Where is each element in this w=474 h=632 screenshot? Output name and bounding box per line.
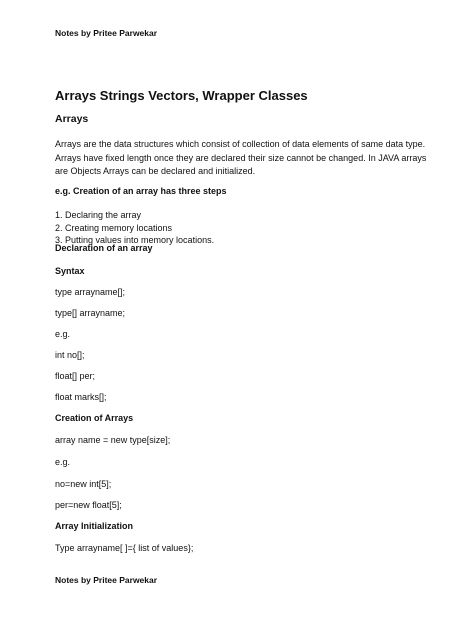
- list-item: 3. Putting values into memory locations.: [55, 235, 215, 245]
- code-line: Type arrayname[ ]={ list of values};: [55, 543, 194, 553]
- declaration-heading: Declaration of an array: [55, 243, 153, 253]
- code-line: float[] per;: [55, 371, 96, 381]
- page-title: Arrays Strings Vectors, Wrapper Classes: [55, 88, 308, 103]
- steps-heading: e.g. Creation of an array has three steps: [55, 186, 227, 196]
- code-line: array name = new type[size];: [55, 435, 171, 445]
- intro-line: Arrays have fixed length once they are declared their size cannot be changed. In JAVA arrays: [55, 152, 427, 163]
- intro-paragraph: [55, 138, 426, 179]
- init-heading: Array Initialization: [55, 521, 134, 531]
- code-line: int no[];: [55, 350, 85, 360]
- code-line: type arrayname[];: [55, 287, 126, 297]
- code-line: type[] arrayname;: [55, 308, 126, 318]
- code-line: float marks[];: [55, 392, 107, 402]
- creation-heading: Creation of Arrays: [55, 413, 134, 423]
- code-line: per=new float[5];: [55, 500, 122, 510]
- intro-line: Arrays are the data structures which consist of collection of data elements of same data type.: [55, 139, 426, 149]
- list-item: 1. Declaring the array: [55, 210, 142, 220]
- page-header: Notes by Pritee Parwekar: [55, 28, 158, 38]
- section-heading-arrays: Arrays: [55, 113, 89, 125]
- page-footer: Notes by Pritee Parwekar: [55, 575, 158, 585]
- code-line: e.g.: [55, 457, 71, 467]
- list-item: 2. Creating memory locations: [55, 222, 173, 233]
- intro-line: are Objects Arrays can be declared and initialized.: [55, 166, 256, 176]
- steps-list: [55, 209, 214, 247]
- syntax-heading: Syntax: [55, 266, 85, 276]
- code-line: no=new int[5];: [55, 479, 112, 489]
- code-line: e.g.: [55, 329, 71, 339]
